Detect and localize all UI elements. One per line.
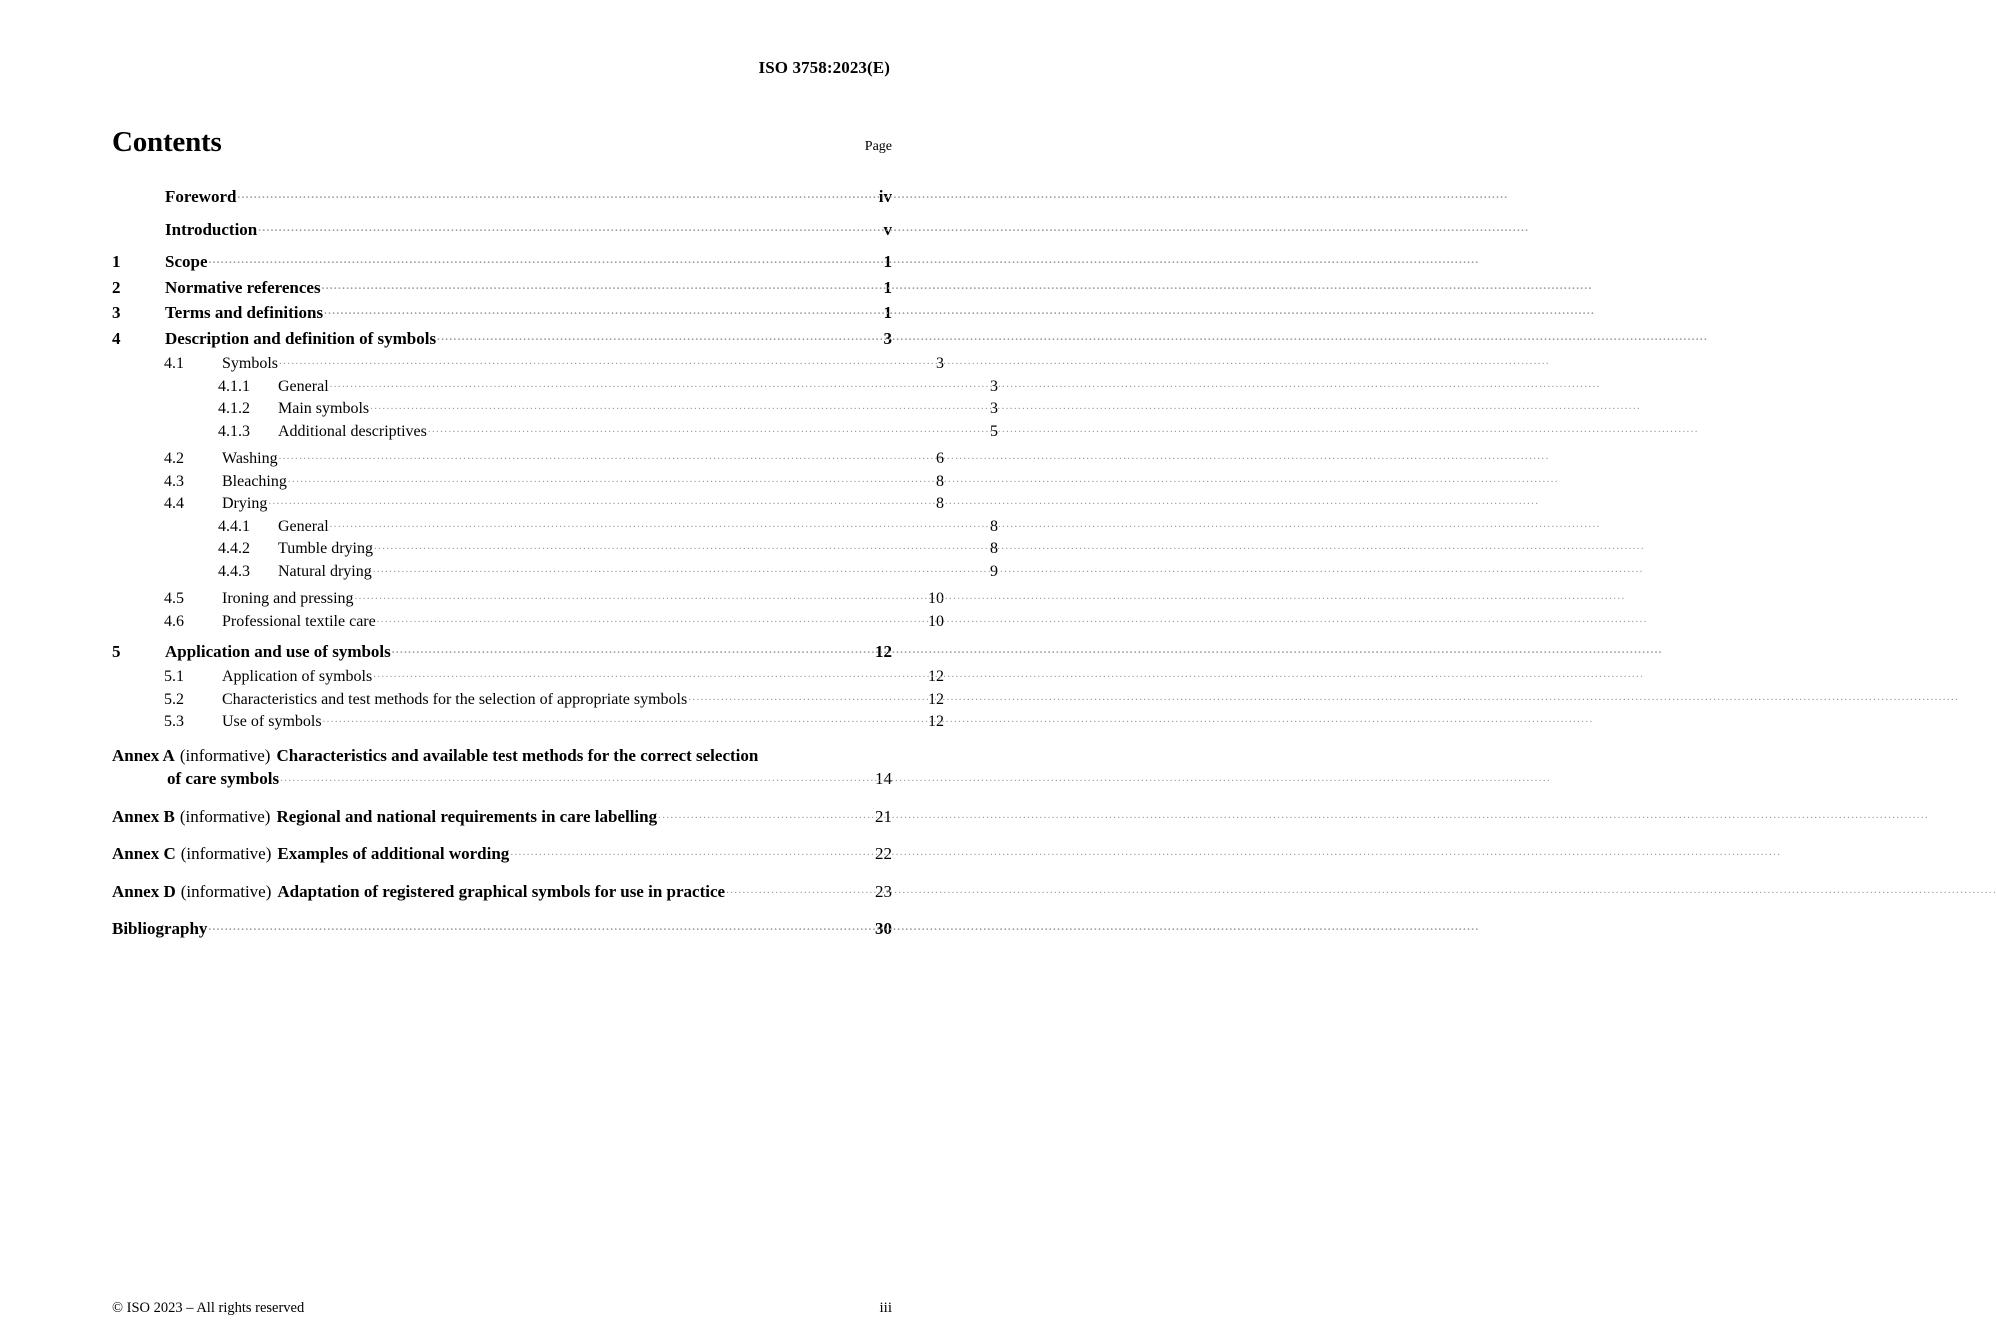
annex-kind: (informative) [180,881,272,901]
toc-entry-number: 3 [112,303,121,322]
toc-entry-label: Additional descriptives [278,422,427,440]
annex-title: Regional and national requirements in care labelling [276,806,658,826]
dot-leader [279,352,933,368]
annex-label: Annex D [112,881,176,901]
toc-entry-page: 9 [990,562,998,580]
dot-leader [280,767,872,784]
annex-title-line-1 [112,842,892,865]
toc-entry[interactable] [112,470,944,491]
toc-entry-page: 3 [936,355,944,372]
dot-leader [373,560,987,576]
annex-title-line-1 [112,880,892,903]
annex-title: Adaptation of registered graphical symbols for use in practice [277,881,726,901]
contents-title-row [112,128,892,157]
toc-entry-page: 3 [990,400,998,417]
toc-entry-label: Natural drying [278,562,372,580]
toc-entry-page: 5 [990,422,998,440]
toc-entry-number: 4.4.2 [218,540,250,557]
dot-leader [208,917,872,934]
toc-entry-number: 5.2 [164,690,184,708]
toc-entry-label: Application of symbols [222,668,373,685]
toc-entry-page: 3 [883,328,892,348]
table-of-contents [112,185,998,939]
dot-leader [437,327,880,344]
annex-title-line-2 [112,767,892,790]
toc-entry-page: 8 [990,517,998,535]
toc-entry-page: 6 [936,450,944,467]
dot-leader [279,447,933,463]
toc-entry-label: Description and definition of symbols [165,328,437,348]
toc-entry[interactable] [112,560,998,581]
dot-leader [258,218,880,235]
toc-entry-number: 4.1.2 [218,400,250,417]
dot-leader [373,665,925,681]
toc-entry-label: Main symbols [278,400,370,417]
toc-entry[interactable] [112,665,944,686]
dot-leader [324,301,880,318]
toc-entry-page: 12 [875,641,892,661]
annex-title-continuation: of care symbols [167,769,280,789]
annex-page: 21 [875,806,892,826]
dot-leader [209,250,881,267]
dot-leader [323,710,925,726]
toc-entry[interactable] [112,276,892,298]
dot-leader [330,375,987,391]
toc-entry[interactable] [112,537,998,558]
document-reference-header: ISO 3758:2023(E) [758,58,890,77]
toc-entry-label: General [278,377,329,395]
document-page [0,0,998,1344]
toc-entry-label: Foreword [165,187,237,206]
toc-entry-number: 4.1.1 [218,377,250,395]
toc-entry-page: 10 [928,612,944,630]
toc-entry-label: Symbols [222,355,279,372]
toc-annex-entry[interactable] [112,805,892,828]
toc-annex-entry[interactable] [112,880,892,903]
toc-entry-label: Bleaching [222,472,287,490]
toc-entry-page: 3 [990,377,998,395]
toc-entry-number: 4.5 [164,590,184,607]
toc-entry-number: 2 [112,277,121,297]
annex-kind: (informative) [180,844,272,864]
toc-annex-entry[interactable] [112,745,892,791]
toc-entry-page: v [883,219,892,239]
toc-entry-page: 10 [928,590,944,607]
toc-entry-number: 4.4 [164,495,184,512]
toc-entry-label: Ironing and pressing [222,590,354,607]
dot-leader [658,805,872,822]
toc-entry-page: 1 [883,277,892,297]
toc-entry-page: 8 [936,495,944,512]
dot-leader [377,610,925,626]
dot-leader [237,185,875,202]
toc-entry[interactable] [112,375,998,396]
toc-entry[interactable] [112,327,892,349]
dot-leader [428,420,987,436]
dot-leader [288,470,933,486]
toc-entry[interactable] [112,301,892,323]
toc-entry-number: 4.6 [164,612,184,630]
toc-entry[interactable] [112,688,944,709]
toc-entry-number: 4 [112,328,121,348]
toc-entry[interactable] [112,420,998,441]
toc-entry[interactable] [112,610,944,631]
toc-entry-number: 4.3 [164,472,184,490]
dot-leader [392,640,872,657]
toc-entry-number: 5 [112,641,121,661]
page-footer [112,1300,892,1317]
toc-entry-page: 12 [928,668,944,685]
dot-leader [688,688,925,704]
toc-entry-label: Use of symbols [222,713,322,730]
toc-entry-label: Normative references [165,277,321,297]
annex-title-line-1 [112,805,892,828]
bibliography-page: 30 [875,919,892,939]
toc-entry-label: Application and use of symbols [165,641,391,661]
annex-title: Characteristics and available test methods for the correct selection [276,746,759,765]
toc-entry-number: 4.1 [164,355,184,372]
toc-entry-label: Tumble drying [278,540,373,557]
toc-entry-number: 4.4.3 [218,562,250,580]
toc-entry-label: Characteristics and test methods for the selection of appropriate symbols [222,690,688,708]
toc-entry-number: 4.4.1 [218,517,250,535]
dot-leader [322,276,881,293]
toc-entry-number: 1 [112,252,121,271]
toc-entry-number: 4.1.3 [218,422,250,440]
annex-kind: (informative) [179,746,271,765]
annex-label: Annex C [112,844,176,864]
annex-title-line-1 [112,745,892,767]
toc-entry[interactable] [112,640,892,662]
toc-entry[interactable] [112,352,944,373]
page-title: Contents [112,126,222,158]
annex-kind: (informative) [179,806,271,826]
toc-entry[interactable] [112,710,944,731]
toc-entry-label: Washing [222,450,278,467]
annex-label: Annex B [112,806,175,826]
toc-entry-page: 8 [990,540,998,557]
toc-entry-page: 8 [936,472,944,490]
toc-entry-number: 5.1 [164,668,184,685]
annex-page: 23 [875,881,892,901]
toc-bibliography-entry[interactable] [112,917,892,939]
dot-leader [330,515,987,531]
copyright-notice: © ISO 2023 – All rights reserved [112,1300,305,1316]
toc-entry-page: 1 [883,252,892,271]
annex-title: Examples of additional wording [277,844,510,864]
toc-entry-label: General [278,517,329,535]
toc-entry-number: 4.2 [164,450,184,467]
toc-entry[interactable] [112,515,998,536]
dot-leader [510,842,872,859]
annex-page: 22 [875,844,892,864]
toc-entry-label: Drying [222,495,268,512]
dot-leader [355,587,925,603]
toc-entry-page: 1 [883,303,892,322]
page-number: iii [879,1300,892,1316]
toc-entry[interactable] [112,447,944,468]
dot-leader [268,492,933,508]
toc-entry-label: Introduction [165,219,258,239]
toc-entry[interactable] [112,492,944,513]
page-column-label: Page [864,139,892,154]
toc-entry-label: Terms and definitions [165,303,324,322]
dot-leader [374,537,987,553]
annex-label: Annex A [112,746,175,765]
toc-entry[interactable] [112,185,892,207]
toc-entry-page: 12 [928,713,944,730]
toc-entry[interactable] [112,250,892,272]
toc-entry-label: Professional textile care [222,612,376,630]
annex-page: 14 [875,769,892,789]
toc-entry-page: iv [878,187,892,206]
bibliography-label: Bibliography [112,919,208,939]
toc-annex-entry[interactable] [112,842,892,865]
dot-leader [726,880,872,897]
toc-entry-number: 5.3 [164,713,184,730]
toc-entry-label: Scope [165,252,208,271]
toc-entry-page: 12 [928,690,944,708]
toc-entry[interactable] [112,587,944,608]
toc-entry[interactable] [112,218,892,240]
dot-leader [370,397,987,413]
toc-entry[interactable] [112,397,998,418]
